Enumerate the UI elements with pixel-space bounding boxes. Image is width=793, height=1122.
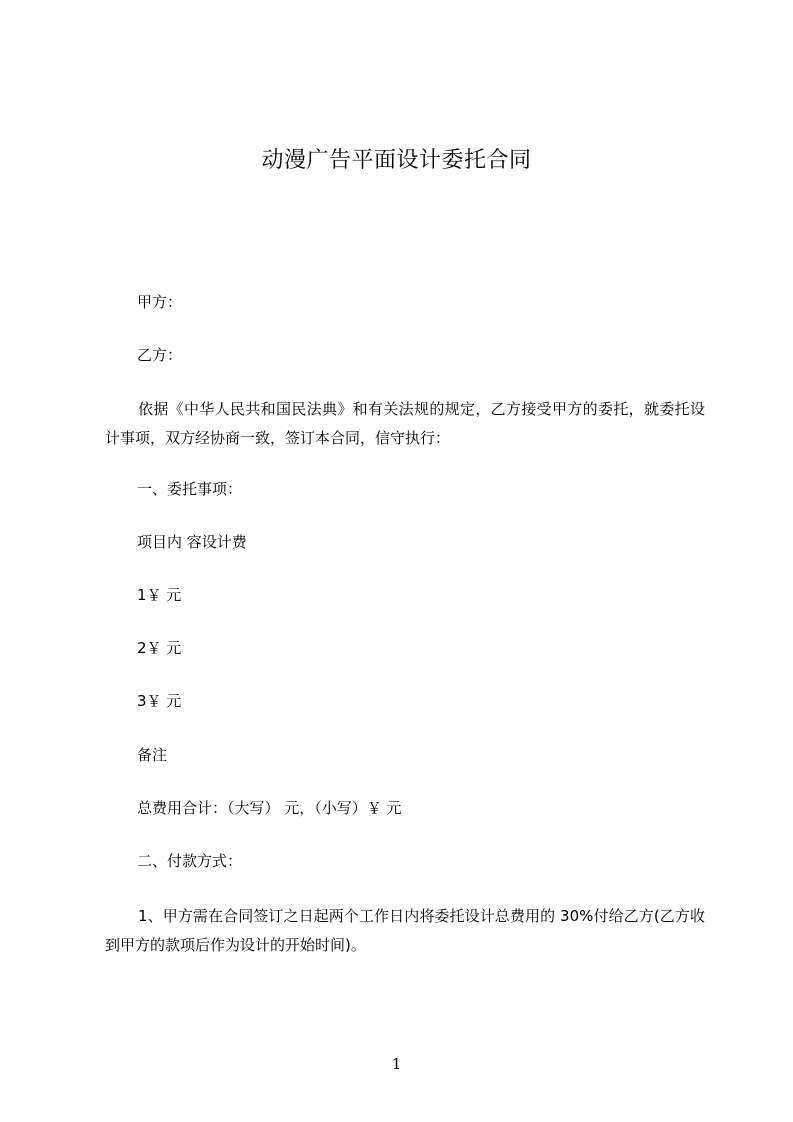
remark-label: 备注 [137,746,168,764]
section-1-heading: 一、委托事项： [137,480,243,498]
party-a-label: 甲方： [137,293,183,311]
payment-clause-1: 1、甲方需在合同签订之日起两个工作日内将委托设计总费用的 30%付给乙方(乙方收到甲方的款项后作为设计的开始时间)。 [105,907,705,954]
section-2-heading: 二、付款方式： [137,852,243,870]
party-b-label: 乙方： [137,346,183,364]
item-row-1: 1￥ 元 [137,586,182,604]
total-fee-line: 总费用合计：（大写） 元，（小写）￥ 元 [137,799,402,817]
item-table-header: 项目内 容设计费 [137,533,247,551]
item-row-2: 2￥ 元 [137,639,182,657]
document-title: 动漫广告平面设计委托合同 [261,148,532,173]
preamble-paragraph: 依据《中华人民共和国民法典》和有关法规的规定，乙方接受甲方的委托，就委托设计事项，双方经协商一致，签订本合同，信守执行： [105,400,705,447]
item-row-3: 3￥ 元 [137,692,182,710]
page-number: 1 [391,1055,402,1073]
